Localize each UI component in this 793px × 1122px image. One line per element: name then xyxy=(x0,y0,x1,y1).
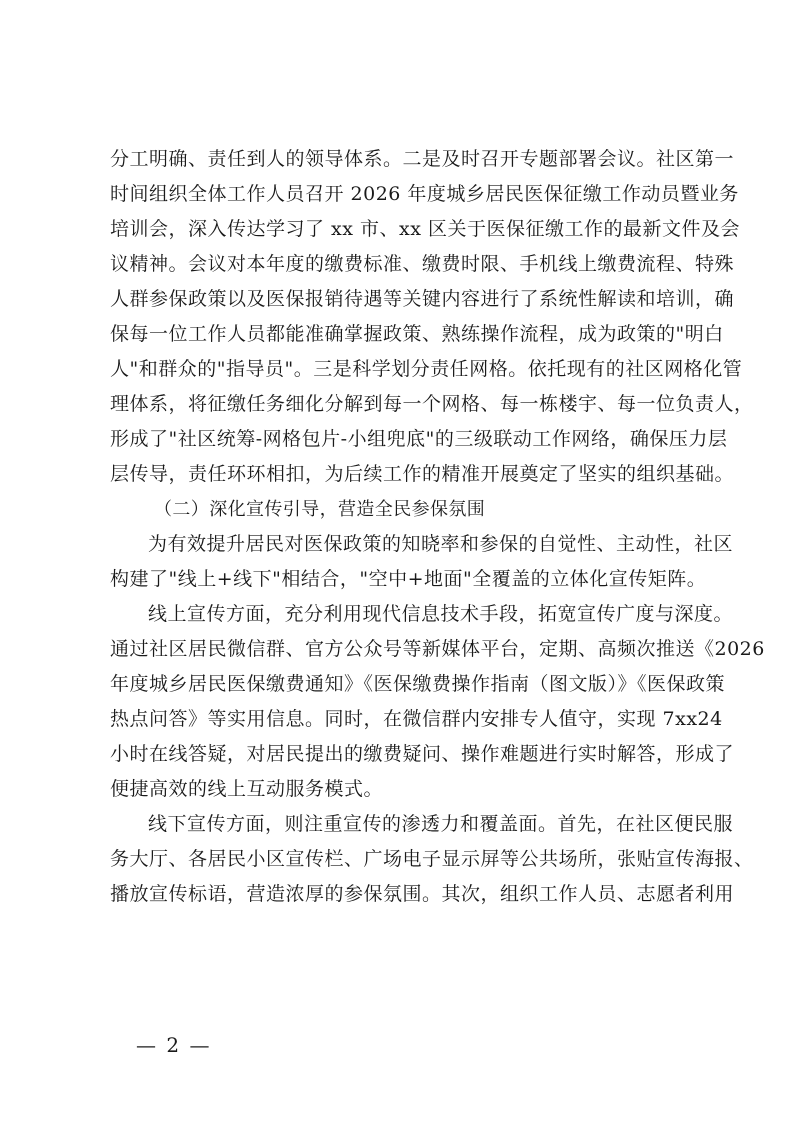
body-line: 便捷高效的线上互动服务模式。 xyxy=(110,778,384,800)
section-heading: （二）深化宣传引导，营造全民参保氛围 xyxy=(154,499,486,520)
body-line: 理体系，将征缴任务细化分解到每一个网格、每一栋楼宇、每一位负责人， xyxy=(110,393,754,415)
body-line: 人"和群众的"指导员"。三是科学划分责任网格。依托现有的社区网格化管 xyxy=(110,358,743,380)
page-number: — 2 — xyxy=(136,1033,212,1057)
body-line: 热点问答》等实用信息。同时，在微信群内安排专人值守，实现 7xx24 xyxy=(110,708,723,730)
body-line: 年度城乡居民医保缴费通知》《医保缴费操作指南（图文版）》《医保政策 xyxy=(110,673,726,695)
body-line: 层传导，责任环环相扣，为后续工作的精准开展奠定了坚实的组织基础。 xyxy=(110,463,735,485)
body-line: 形成了"社区统筹-网格包片-小组兜底"的三级联动工作网络，确保压力层 xyxy=(110,428,728,450)
body-line: 保每一位工作人员都能准确掌握政策、熟练操作流程，成为政策的"明白 xyxy=(110,323,724,345)
body-line: 线上宣传方面，充分利用现代信息技术手段，拓宽宣传广度与深度。 xyxy=(148,603,734,625)
body-line: 议精神。会议对本年度的缴费标准、缴费时限、手机线上缴费流程、特殊 xyxy=(110,253,735,275)
body-line: 务大厅、各居民小区宣传栏、广场电子显示屏等公共场所，张贴宣传海报、 xyxy=(110,848,754,870)
body-line: 小时在线答疑，对居民提出的缴费疑问、操作难题进行实时解答，形成了 xyxy=(110,743,735,765)
body-line: 分工明确、责任到人的领导体系。二是及时召开专题部署会议。社区第一 xyxy=(110,148,735,170)
body-line: 人群参保政策以及医保报销待遇等关键内容进行了系统性解读和培训，确 xyxy=(110,288,735,310)
body-line: 播放宣传标语，营造浓厚的参保氛围。其次，组织工作人员、志愿者利用 xyxy=(110,883,735,905)
body-line: 通过社区居民微信群、官方公众号等新媒体平台，定期、高频次推送《2026 xyxy=(110,638,765,660)
body-line: 为有效提升居民对医保政策的知晓率和参保的自觉性、主动性，社区 xyxy=(148,533,734,555)
body-line: 时间组织全体工作人员召开 2026 年度城乡居民医保征缴工作动员暨业务 xyxy=(110,183,739,205)
document-body xyxy=(110,142,765,912)
body-line: 线下宣传方面，则注重宣传的渗透力和覆盖面。首先，在社区便民服 xyxy=(148,813,734,835)
body-line: 培训会，深入传达学习了 xx 市、xx 区关于医保征缴工作的最新文件及会 xyxy=(110,218,740,240)
body-line: 构建了"线上+线下"相结合，"空中+地面"全覆盖的立体化宣传矩阵。 xyxy=(110,568,707,590)
